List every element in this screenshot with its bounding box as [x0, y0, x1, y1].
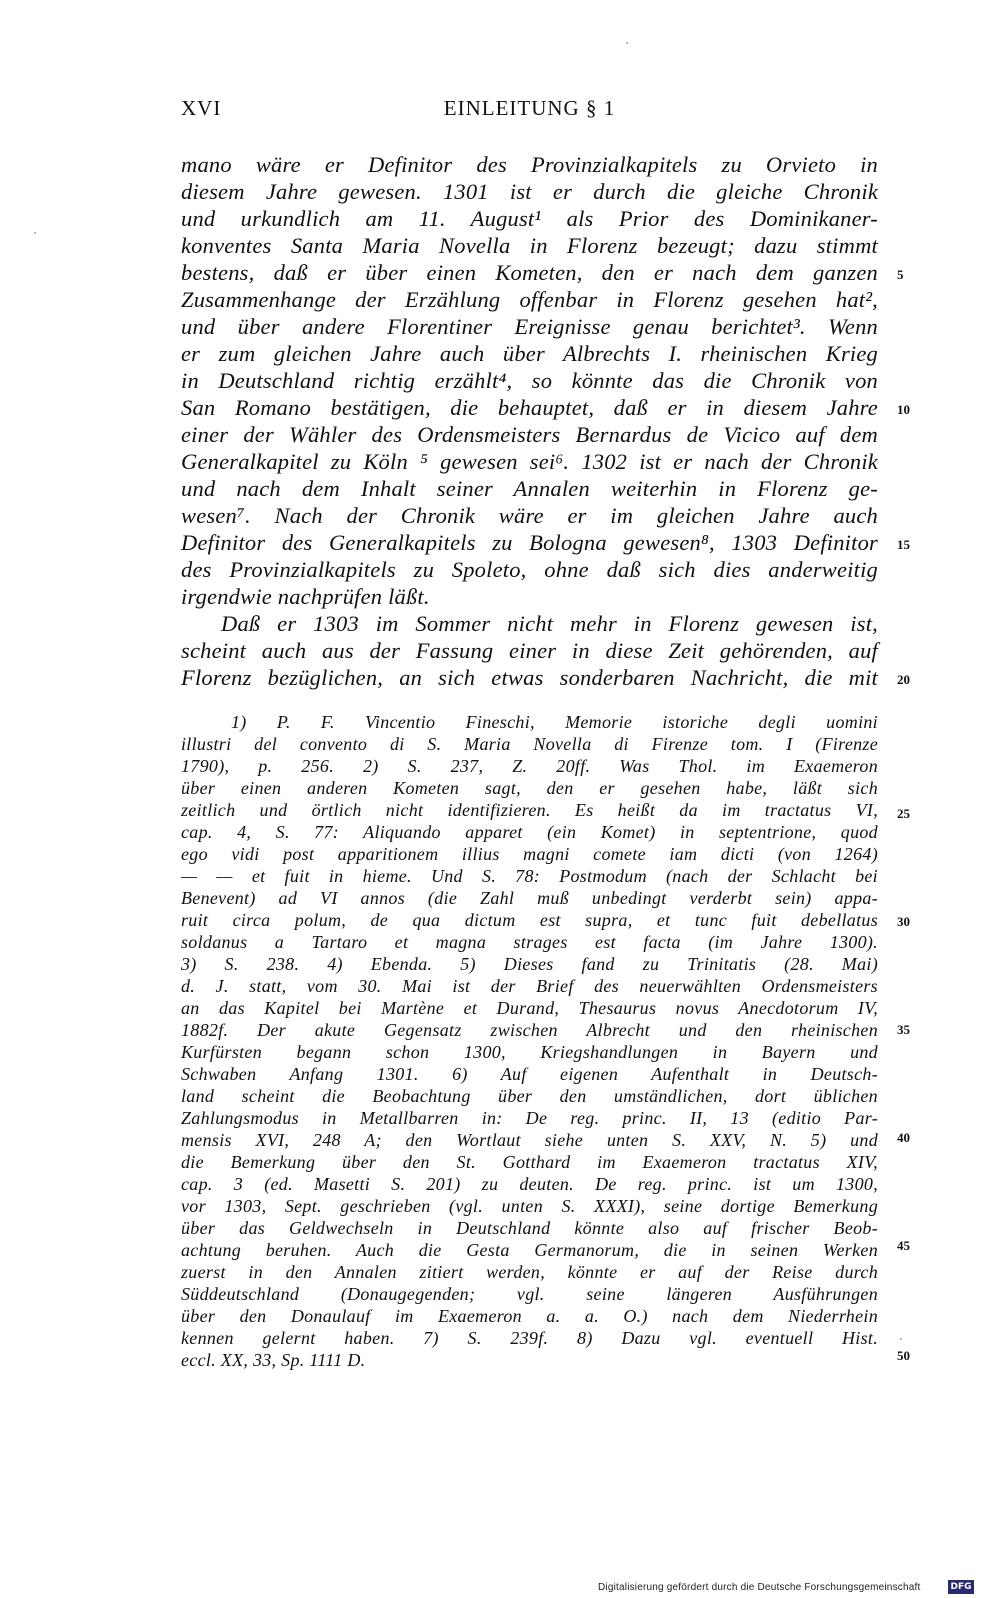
scan-speck — [900, 1338, 902, 1340]
footnote-line: Benevent) ad VI annos (die Zahl muß unbedingt verderbt sein) appa- — [181, 888, 878, 908]
section-title: EINLEITUNG § 1 — [443, 96, 616, 120]
footnote-line: über einen anderen Kometen sagt, den er gesehen habe, läßt sich — [181, 778, 878, 798]
dfg-logo: DFG — [948, 1580, 974, 1594]
footnote-line: Süddeutschland (Donaugegenden; vgl. seine längeren Ausführungen — [181, 1284, 878, 1304]
footnote-line: die Bemerkung über den St. Gotthard im Exaemeron tractatus XIV, — [181, 1152, 878, 1172]
footnote-line: land scheint die Beobachtung über den umständlichen, dort üblichen — [181, 1086, 878, 1106]
page-number: XVI — [181, 96, 222, 120]
line-number: 45 — [897, 1238, 910, 1253]
footnote-line: über das Geldwechseln in Deutschland könnte also auf frischer Beob- — [181, 1218, 878, 1238]
footnote-line: ruit circa polum, de qua dictum est supra, et tunc fuit debellatus — [181, 910, 878, 930]
body-line: konventes Santa Maria Novella in Florenz bezeugt; dazu stimmt — [181, 233, 878, 258]
footnote-line: zeitlich und örtlich nicht identifizieren. Es heißt da im tractatus VI, — [181, 800, 878, 820]
body-line: bestens, daß er über einen Kometen, den er nach dem ganzen — [181, 260, 878, 285]
body-line: und urkundlich am 11. August¹ als Prior des Dominikaner- — [181, 206, 878, 231]
body-line: Florenz bezüglichen, an sich etwas sonderbaren Nachricht, die mit — [181, 665, 878, 690]
footnote-line: cap. 3 (ed. Masetti S. 201) zu deuten. De reg. princ. ist um 1300, — [181, 1174, 878, 1194]
footnote-line: cap. 4, S. 77: Aliquando apparet (ein Komet) in septentrione, quod — [181, 822, 878, 842]
footnote-line: zuerst in den Annalen zitiert werden, könnte er auf der Reise durch — [181, 1262, 878, 1282]
footnote-line: d. J. statt, vom 30. Mai ist der Brief des neuerwählten Ordensmeisters — [181, 976, 878, 996]
footnote-line: ego vidi post apparitionem illius magni comete iam dicti (von 1264) — [181, 844, 878, 864]
scan-speck — [626, 42, 628, 44]
footnote-line: 1) P. F. Vincentio Fineschi, Memorie istoriche degli uomini — [231, 712, 878, 732]
body-line: mano wäre er Definitor des Provinzialkapitels zu Orvieto in — [181, 152, 878, 177]
line-number: 20 — [897, 672, 910, 687]
body-line: San Romano bestätigen, die behauptet, daß er in diesem Jahre — [181, 395, 878, 420]
line-number: 50 — [897, 1348, 910, 1363]
footnote-line: — — et fuit in hieme. Und S. 78: Postmodum (nach der Schlacht bei — [181, 866, 878, 886]
footnote-line: achtung beruhen. Auch die Gesta Germanorum, die in seinen Werken — [181, 1240, 878, 1260]
line-number: 25 — [897, 806, 910, 821]
footnote-line: Zahlungsmodus in Metallbarren in: De reg. princ. II, 13 (editio Par- — [181, 1108, 878, 1128]
footnote-line: über den Donaulauf im Exaemeron a. a. O.) nach dem Niederrhein — [181, 1306, 878, 1326]
footnote-line: Kurfürsten begann schon 1300, Kriegshandlungen in Bayern und — [181, 1042, 878, 1062]
body-line: irgendwie nachprüfen läßt. — [181, 584, 430, 609]
footnote-line: vor 1303, Sept. geschrieben (vgl. unten S. XXXI), seine dortige Bemerkung — [181, 1196, 878, 1216]
scan-speck — [34, 232, 36, 234]
body-line: diesem Jahre gewesen. 1301 ist er durch die gleiche Chronik — [181, 179, 878, 204]
body-line: Daß er 1303 im Sommer nicht mehr in Florenz gewesen ist, — [221, 611, 878, 636]
footnote-line: soldanus a Tartaro et magna strages est facta (im Jahre 1300). — [181, 932, 878, 952]
footnote-line: illustri del convento di S. Maria Novella di Firenze tom. I (Firenze — [181, 734, 878, 754]
body-line: wesen⁷. Nach der Chronik wäre er im gleichen Jahre auch — [181, 503, 878, 528]
footnote-line: 1882f. Der akute Gegensatz zwischen Albrecht und den rheinischen — [181, 1020, 878, 1040]
footnote-line: kennen gelernt haben. 7) S. 239f. 8) Dazu vgl. eventuell Hist. — [181, 1328, 878, 1348]
body-line: und nach dem Inhalt seiner Annalen weiterhin in Florenz ge- — [181, 476, 878, 501]
line-number: 30 — [897, 914, 910, 929]
body-line: einer der Wähler des Ordensmeisters Bernardus de Vicico auf dem — [181, 422, 878, 447]
body-line: scheint auch aus der Fassung einer in diese Zeit gehörenden, auf — [181, 638, 878, 663]
footnote-line: an das Kapitel bei Martène et Durand, Thesaurus novus Anecdotorum IV, — [181, 998, 878, 1018]
body-line: und über andere Florentiner Ereignisse genau berichtet³. Wenn — [181, 314, 878, 339]
body-line: des Provinzialkapitels zu Spoleto, ohne daß sich dies anderweitig — [181, 557, 878, 582]
body-line: Definitor des Generalkapitels zu Bologna gewesen⁸, 1303 Definitor — [181, 530, 878, 555]
running-head — [181, 96, 878, 126]
digitization-credit: Digitalisierung gefördert durch die Deutsche Forschungsgemeinschaft — [598, 1582, 921, 1593]
footnote-line: eccl. XX, 33, Sp. 1111 D. — [181, 1350, 366, 1370]
line-number: 10 — [897, 402, 910, 417]
footnote-line: Schwaben Anfang 1301. 6) Auf eigenen Aufenthalt in Deutsch- — [181, 1064, 878, 1084]
body-line: er zum gleichen Jahre auch über Albrechts I. rheinischen Krieg — [181, 341, 878, 366]
line-number: 5 — [897, 267, 904, 282]
footnote-line: 1790), p. 256. 2) S. 237, Z. 20ff. Was Thol. im Exaemeron — [181, 756, 878, 776]
body-line: Generalkapitel zu Köln ⁵ gewesen sei⁶. 1302 ist er nach der Chronik — [181, 449, 878, 474]
line-number: 40 — [897, 1130, 910, 1145]
body-line: in Deutschland richtig erzählt⁴, so könnte das die Chronik von — [181, 368, 878, 393]
line-number: 35 — [897, 1022, 910, 1037]
footnote-line: mensis XVI, 248 A; den Wortlaut siehe unten S. XXV, N. 5) und — [181, 1130, 878, 1150]
body-line: Zusammenhange der Erzählung offenbar in Florenz gesehen hat², — [181, 287, 878, 312]
line-number: 15 — [897, 537, 910, 552]
footnote-line: 3) S. 238. 4) Ebenda. 5) Dieses fand zu Trinitatis (28. Mai) — [181, 954, 878, 974]
